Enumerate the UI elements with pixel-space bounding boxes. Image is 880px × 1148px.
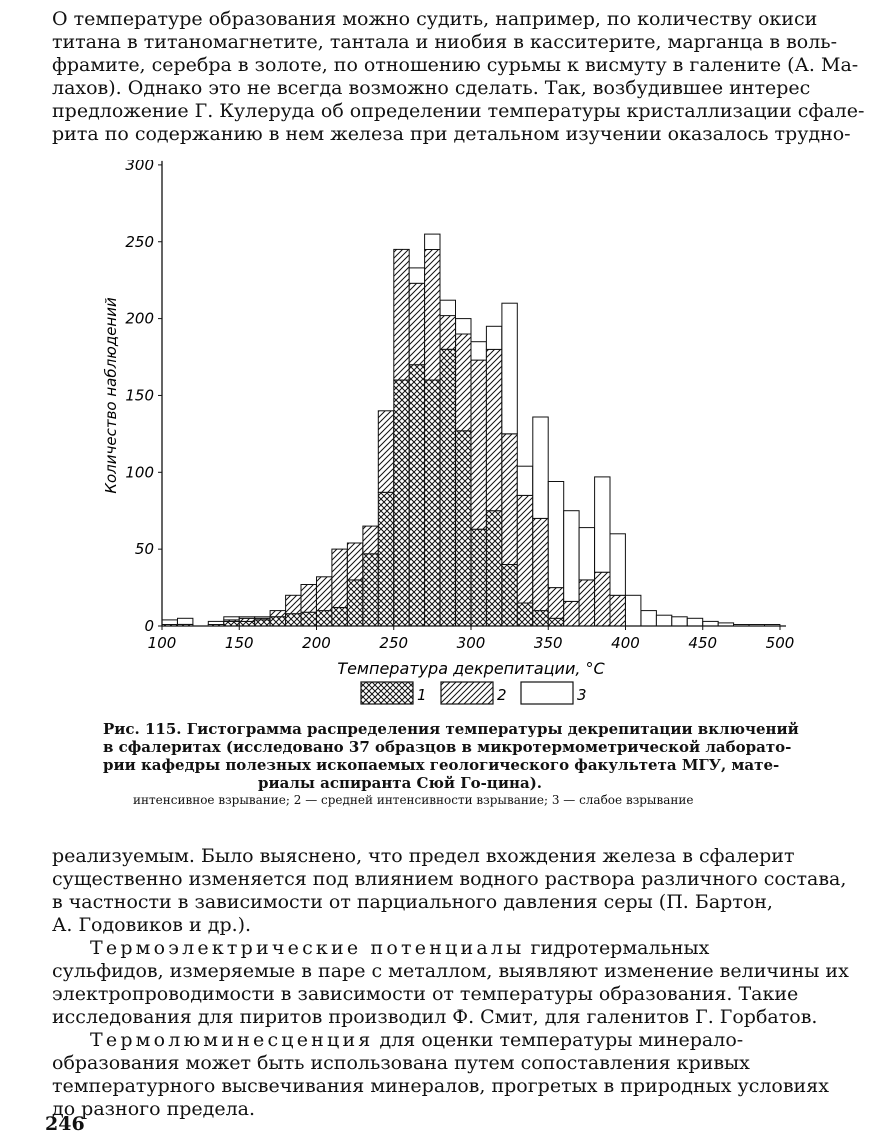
- text-line: [52, 914, 849, 937]
- bottom-paragraph: [52, 845, 849, 1121]
- text-line-text: сульфидов, измеряемые в паре с металлом, выявляют изменение величины их: [52, 960, 849, 982]
- x-tick-label: 450: [688, 634, 718, 652]
- x-tick-label: 350: [533, 634, 563, 652]
- bar-series-3: [672, 617, 687, 626]
- bar-series-2: [286, 595, 301, 613]
- x-tick-label: 250: [379, 634, 409, 652]
- bar-series-2: [394, 249, 409, 380]
- histogram-figure: [96, 160, 816, 720]
- x-tick-label: 200: [302, 634, 331, 652]
- bar-series-3: [548, 482, 563, 588]
- text-line: предложение Г. Кулеруда об определении температуры кристаллизации сфале-: [52, 100, 865, 122]
- text-line: [52, 1075, 849, 1098]
- text-line: [52, 937, 849, 960]
- caption-line: Рис. 115. Гистограмма распределения температуры декрепитации включений: [103, 720, 799, 738]
- caption-line: рии кафедры полезных ископаемых геологического факультета МГУ, мате-: [103, 756, 780, 774]
- bar-series-3: [687, 618, 702, 626]
- text-line: [52, 1052, 849, 1075]
- histogram-chart: [96, 160, 816, 720]
- y-tick-label: 100: [125, 463, 154, 482]
- bar-series-3: [502, 303, 517, 434]
- legend-swatch-2: [441, 682, 493, 704]
- y-axis-label: Количество наблюдений: [102, 297, 120, 494]
- text-line: [52, 983, 849, 1006]
- bar-series-3: [641, 611, 656, 626]
- legend-swatch-1: [361, 682, 413, 704]
- x-tick-label: 150: [224, 634, 254, 652]
- bar-series-2: [595, 572, 610, 626]
- page-number: 246: [45, 1113, 85, 1135]
- x-tick-label: 100: [147, 634, 177, 652]
- bar-series-1: [394, 380, 409, 626]
- bar-series-1: [347, 580, 362, 626]
- bar-series-2: [301, 585, 316, 613]
- bar-series-3: [425, 234, 440, 249]
- y-tick-label: 200: [125, 309, 154, 328]
- text-line-text: реализуемым. Было выяснено, что предел вхождения железа в сфалерит: [52, 845, 795, 867]
- bar-series-1: [317, 611, 332, 626]
- bar-series-2: [425, 249, 440, 380]
- text-line: [52, 845, 849, 868]
- y-tick-label: 300: [125, 160, 154, 174]
- bar-series-3: [224, 617, 239, 620]
- text-line: [52, 1098, 849, 1121]
- bar-series-2: [378, 411, 393, 493]
- text-line: фрамите, серебра в золоте, по отношению сурьмы к висмуту в галените (А. Ма-: [52, 54, 859, 76]
- bar-series-3: [255, 617, 270, 619]
- legend-label: 1: [417, 686, 427, 704]
- bar-series-2: [548, 588, 563, 619]
- bar-series-3: [703, 621, 718, 626]
- bar-series-1: [239, 621, 254, 626]
- bar-series-1: [456, 431, 471, 626]
- bar-series-1: [255, 620, 270, 626]
- text-line-text: А. Годовиков и др.).: [52, 914, 252, 936]
- legend-label: 3: [577, 686, 587, 704]
- bar-series-3: [471, 342, 486, 360]
- spaced-term: Термолюминесценция: [90, 1029, 374, 1051]
- bar-series-2: [486, 349, 501, 510]
- bar-series-3: [626, 595, 641, 626]
- bar-series-1: [363, 554, 378, 626]
- bar-series-2: [440, 316, 455, 350]
- bar-series-2: [347, 543, 362, 580]
- bar-series-3: [533, 417, 548, 518]
- bar-series-3: [162, 620, 177, 625]
- caption-line: в сфалеритах (исследовано 37 образцов в микротермометрической лаборато-: [103, 738, 792, 756]
- bar-series-2: [517, 495, 532, 603]
- bar-series-2: [502, 434, 517, 565]
- y-tick-label: 0: [144, 617, 154, 635]
- text-line-text: образования может быть использована путем сопоставления кривых: [52, 1052, 750, 1074]
- bar-series-2: [564, 601, 579, 626]
- text-line: [52, 960, 849, 983]
- bar-series-1: [270, 617, 285, 626]
- text-line: [52, 1006, 849, 1029]
- bar-series-2: [579, 580, 594, 626]
- x-tick-label: 400: [611, 634, 640, 652]
- legend-caption: интенсивное взрывание; 2 — средней интенсивности взрывание; 3 — слабое взрывание: [133, 793, 694, 807]
- text-line-text: для оценки температуры минерало-: [373, 1029, 744, 1051]
- bar-series-3: [409, 268, 424, 283]
- caption-line: риалы аспиранта Сюй Го-цина).: [258, 774, 543, 792]
- text-line: [52, 1029, 849, 1052]
- text-line: рита по содержанию в нем железа при детальном изучении оказалось трудно-: [52, 123, 851, 145]
- bar-series-2: [270, 611, 285, 617]
- text-line: [52, 891, 849, 914]
- bar-series-2: [471, 360, 486, 529]
- text-line: титана в титаномагнетите, тантала и ниобия в касситерите, марганца в воль-: [52, 31, 838, 53]
- text-line-text: существенно изменяется под влиянием водного раствора различного состава,: [52, 868, 847, 890]
- bar-series-3: [440, 300, 455, 315]
- bar-series-2: [610, 595, 625, 626]
- text-line-text: до разного предела.: [52, 1098, 256, 1120]
- bar-series-1: [548, 618, 563, 626]
- y-tick-label: 250: [125, 232, 154, 251]
- top-paragraph: [52, 8, 864, 146]
- bar-series-3: [486, 326, 501, 349]
- bar-series-1: [533, 611, 548, 626]
- bar-series-1: [378, 492, 393, 626]
- bar-series-3: [208, 621, 223, 624]
- bar-series-3: [595, 477, 610, 572]
- bar-series-1: [409, 365, 424, 626]
- bar-series-2: [533, 518, 548, 610]
- bar-series-2: [456, 334, 471, 431]
- bar-series-1: [440, 349, 455, 626]
- bar-series-1: [425, 380, 440, 626]
- x-tick-label: 300: [456, 634, 486, 652]
- x-tick-label: 500: [765, 634, 795, 652]
- text-line-text: исследования для пиритов производил Ф. Смит, для галенитов Г. Горбатов.: [52, 1006, 818, 1028]
- bar-series-1: [286, 614, 301, 626]
- bar-series-3: [456, 319, 471, 334]
- bar-series-2: [317, 577, 332, 611]
- text-line-text: гидротермальных: [524, 937, 710, 959]
- bar-series-1: [486, 511, 501, 626]
- legend-layer: [361, 682, 587, 704]
- legend-swatch-3: [521, 682, 573, 704]
- text-line-text: электропроводимости в зависимости от температуры образования. Такие: [52, 983, 799, 1005]
- bar-series-1: [502, 565, 517, 627]
- spaced-term: Термоэлектрические потенциалы: [90, 937, 525, 959]
- bar-series-3: [656, 615, 671, 626]
- x-axis-label: Температура декрепитации, °С: [337, 659, 605, 678]
- bar-series-1: [224, 621, 239, 626]
- text-line-text: температурного высвечивания минералов, прогретых в природных условиях: [52, 1075, 829, 1097]
- bar-series-3: [517, 466, 532, 495]
- bar-series-3: [564, 511, 579, 602]
- bar-series-3: [239, 617, 254, 619]
- text-line: лахов). Однако это не всегда возможно сделать. Так, возбудившее интерес: [52, 77, 811, 99]
- bar-series-1: [471, 529, 486, 626]
- bar-series-1: [517, 603, 532, 626]
- y-tick-label: 50: [134, 540, 154, 559]
- bar-series-2: [363, 526, 378, 554]
- text-line: О температуре образования можно судить, например, по количеству окиси: [52, 8, 818, 30]
- bar-series-2: [332, 549, 347, 607]
- bar-series-1: [301, 612, 316, 626]
- legend-label: 2: [497, 686, 507, 704]
- figure-caption: [103, 720, 799, 792]
- bars-layer: [162, 234, 780, 626]
- bar-series-2: [409, 283, 424, 365]
- bar-series-3: [178, 618, 193, 624]
- bar-series-3: [610, 534, 625, 596]
- bar-series-3: [579, 528, 594, 580]
- text-line: [52, 868, 849, 891]
- y-tick-label: 150: [125, 386, 154, 405]
- bar-series-1: [332, 608, 347, 626]
- text-line-text: в частности в зависимости от парциального давления серы (П. Бартон,: [52, 891, 773, 913]
